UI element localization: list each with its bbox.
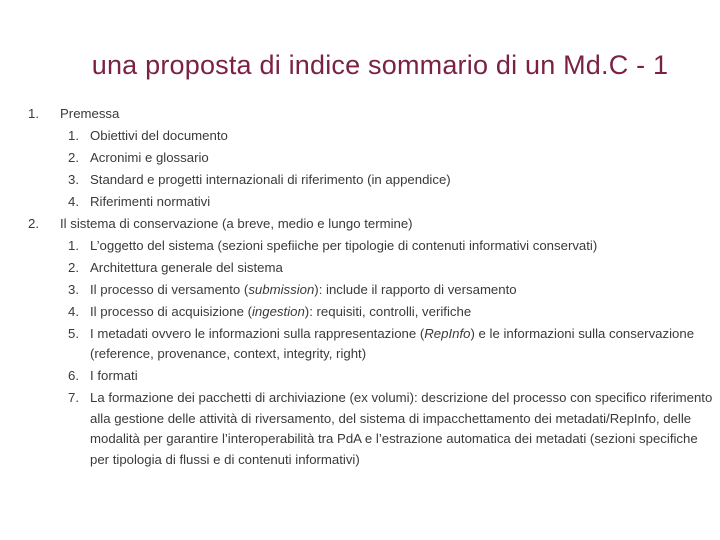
section-number: 2. (28, 216, 39, 231)
section-label: Premessa (60, 106, 120, 121)
item-text-pre: Il processo di versamento ( (90, 282, 249, 297)
list-item (68, 257, 713, 279)
list-item (68, 147, 713, 169)
section-heading (28, 103, 713, 125)
list-item (68, 125, 713, 147)
section-label: Il sistema di conservazione (a breve, medio e lungo termine) (60, 216, 413, 231)
section-heading (28, 213, 713, 235)
item-text-emphasis: ingestion (252, 304, 305, 319)
item-text-pre: Il processo di acquisizione ( (90, 304, 252, 319)
item-text: Architettura generale del sistema (90, 260, 283, 275)
item-number: 3. (68, 282, 79, 297)
list-item (68, 387, 713, 471)
item-number: 3. (68, 172, 79, 187)
item-text: Riferimenti normativi (90, 194, 211, 209)
list-item (68, 301, 713, 323)
item-number: 4. (68, 304, 79, 319)
item-number: 2. (68, 260, 79, 275)
item-text (90, 279, 713, 301)
item-number: 5. (68, 326, 79, 341)
item-text: Standard e progetti internazionali di riferimento (in appendice) (90, 172, 451, 187)
section-number: 1. (28, 106, 39, 121)
item-text-emphasis: submission (248, 282, 315, 297)
list-item (68, 323, 713, 365)
list-item (68, 169, 713, 191)
slide-title: una proposta di indice sommario di un Md.C - 1 (91, 50, 669, 80)
list-item (68, 191, 713, 213)
item-number: 1. (68, 238, 79, 253)
list-item (68, 279, 713, 301)
item-number: 4. (68, 194, 79, 209)
item-text: Obiettivi del documento (90, 128, 228, 143)
item-text-emphasis: RepInfo (424, 326, 471, 341)
item-text: Acronimi e glossario (90, 150, 209, 165)
item-text (90, 323, 713, 365)
item-text: I formati (90, 368, 138, 383)
item-number: 6. (68, 368, 79, 383)
item-text-pre: I metadati ovvero le informazioni sulla rappresentazione ( (90, 326, 425, 341)
item-text: L’oggetto del sistema (sezioni spefiiche per tipologie di contenuti informativi conservati) (90, 238, 598, 253)
item-number: 7. (68, 390, 79, 405)
item-text (90, 301, 713, 323)
item-text-post: ): include il rapporto di versamento (314, 282, 517, 297)
item-text: La formazione dei pacchetti di archiviazione (ex volumi): descrizione del processo con specifico riferimento alla gestione delle attività di riversamento, del sistema di impacchettamento dei metadati/RepInfo, delle modalità per garantire l’interoperabilità tra PdA e l’estrazione automatica dei metadati (sezioni specifiche per tipologia di flussi e di contenuti informativi) (90, 390, 713, 467)
index-outline (28, 103, 713, 471)
list-item (68, 235, 713, 257)
item-number: 1. (68, 128, 79, 143)
list-item (68, 365, 713, 387)
item-number: 2. (68, 150, 79, 165)
item-text-post: ) e le informazioni sulla conservazione (reference, provenance, context, integrity, right) (90, 326, 695, 361)
item-text-post: ): requisiti, controlli, verifiche (304, 304, 472, 319)
